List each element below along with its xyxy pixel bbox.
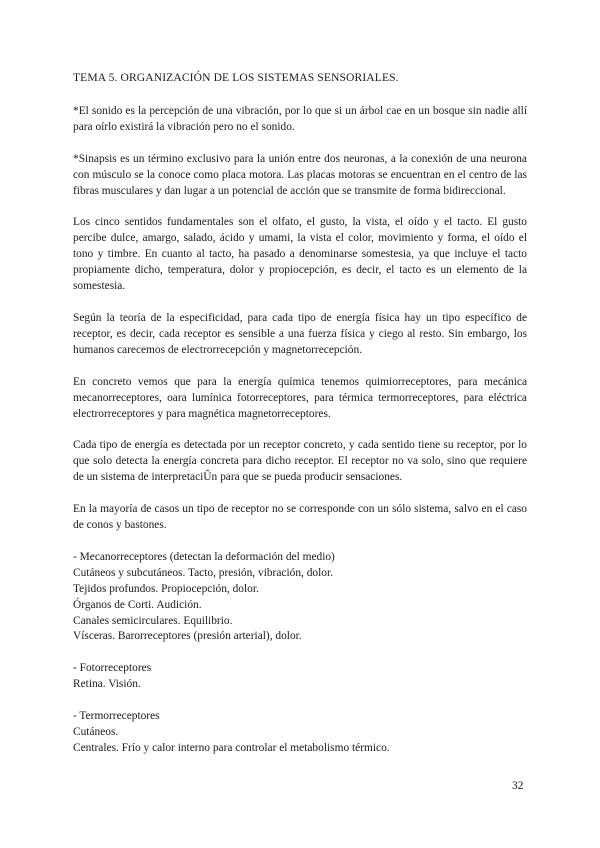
paragraph-specificity-theory: Según la teoría de la especificidad, para cada tipo de energía física hay un tipo específico de receptor, es decir, cada receptor es sensible a una fuerza física y ciego al resto. Sin embargo, los humanos carecemos de electrorrecepción y magnetorrecepción. bbox=[73, 311, 527, 356]
list-item: Canales semicirculares. Equilibrio. bbox=[73, 614, 233, 627]
document-page bbox=[73, 70, 527, 773]
list-mechanoreceptors bbox=[73, 550, 527, 645]
paragraph-sound: *El sonido es la percepción de una vibración, por lo que si un árbol cae en un bosque sin nadie allí para oírlo existirá la vibración pero no el sonido. bbox=[73, 104, 527, 133]
paragraph-cones-rods: En la mayoría de casos un tipo de receptor no se corresponde con un sólo sistema, salvo en el caso de conos y bastones. bbox=[73, 503, 527, 532]
document-title: TEMA 5. ORGANIZACIÓN DE LOS SISTEMAS SENSORIALES. bbox=[73, 71, 399, 84]
list-photoreceptors bbox=[73, 661, 527, 693]
list-item: Vísceras. Barorreceptores (presión arterial), dolor. bbox=[73, 630, 302, 643]
page-number: 32 bbox=[512, 780, 524, 792]
list-item: - Mecanorreceptores (detectan la deformación del medio) bbox=[73, 550, 335, 563]
list-item: Cutáneos y subcutáneos. Tacto, presión, vibración, dolor. bbox=[73, 566, 333, 579]
list-item: Tejidos profundos. Propiocepción, dolor. bbox=[73, 582, 259, 595]
list-thermoreceptors bbox=[73, 709, 527, 757]
list-item: Retina. Visión. bbox=[73, 678, 141, 691]
paragraph-synapse: *Sinapsis es un término exclusivo para la unión entre dos neuronas, a la conexión de una neurona con músculo se la conoce como placa motora. Las placas motoras se encuentran en el centro de las fibras musculares y dan lugar a un potencial de acción que se transmite de forma bidireccional. bbox=[73, 152, 527, 197]
list-item: Órganos de Corti. Audición. bbox=[73, 598, 202, 611]
list-item: - Fotorreceptores bbox=[73, 662, 152, 675]
paragraph-energy-receptors: En concreto vemos que para la energía química tenemos quimiorreceptores, para mecánica mecanorreceptores, oara lumínica fotorreceptores, para térmica termorreceptores, para eléctrica electrorreceptores y para magnética magnetorreceptores. bbox=[73, 375, 527, 420]
list-item: Centrales. Frío y calor interno para controlar el metabolismo térmico. bbox=[73, 742, 390, 754]
paragraph-five-senses: Los cinco sentidos fundamentales son el olfato, el gusto, la vista, el oído y el tacto. El gusto percibe dulce, amargo, salado, ácido y umami, la vista el color, movimiento y forma, el oído el tono y timbre. En cuanto al tacto, ha pasado a denominarse somestesia, ya que incluye el tacto propiamente dicho, temperatura, dolor y propiocepción, es decir, el tacto es un elemento de la somestesia. bbox=[73, 216, 527, 293]
list-item: Cutáneos. bbox=[73, 726, 119, 739]
paragraph-receptor-interpretation: Cada tipo de energía es detectada por un receptor concreto, y cada sentido tiene su receptor, por lo que solo detecta la energía concreta para dicho receptor. El receptor no va solo, sino que requiere de un sistema de interpretaciÛn para que se pueda producir sensaciones. bbox=[73, 439, 527, 484]
list-item: - Termorreceptores bbox=[73, 710, 160, 723]
